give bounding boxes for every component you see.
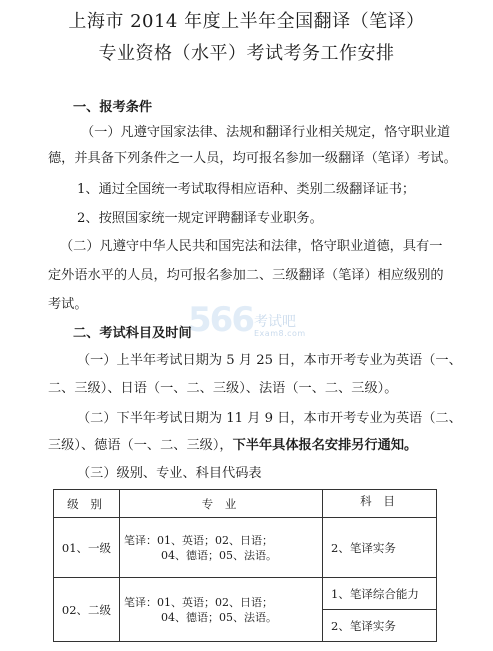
section-2-para-1-line-2: 二、三级）、日语（一、二、三级）、法语（一、二、三级）。	[48, 381, 398, 396]
section-1-para-2-line-1: （二）凡遵守中华人民共和国宪法和法律，恪守职业道德，具有一	[60, 239, 443, 254]
table-cell-subject: 2、笔译实务	[323, 610, 437, 642]
table-row	[54, 518, 437, 578]
section-2-heading: 二、考试科目及时间	[73, 326, 192, 341]
section-2-para-1-line-1: （一）上半年考试日期为 5 月 25 日，本市开考专业为英语（一、	[77, 353, 462, 368]
section-2-para-2-line-1: （二）下半年考试日期为 11 月 9 日，本市开考专业为英语（二、	[77, 411, 462, 426]
specialty-line: 04、德语；05、法语。	[161, 548, 277, 562]
section-2-para-2-line-2-text: 三级）、德语（一、二、三级），	[48, 438, 233, 453]
watermark-logo-number: 566	[188, 300, 253, 340]
section-1-para-1-line-1: （一）凡遵守国家法律、法规和翻译行业相关规定，恪守职业道	[81, 125, 451, 140]
section-1-para-2-line-2: 定外语水平的人员，均可报名参加二、三级翻译（笔译）相应级别的	[48, 268, 444, 283]
table-header-level: 级 别	[54, 490, 120, 518]
table-cell-subject: 2、笔译实务	[323, 518, 437, 578]
watermark-logo-label: 考试吧	[254, 314, 296, 330]
section-1-item-1: 1、通过全国统一考试取得相应语种、类别二级翻译证书；	[77, 182, 416, 197]
table-cell-level: 01、一级	[54, 518, 120, 578]
section-2-para-3: （三）级别、专业、科目代码表	[77, 466, 262, 481]
specialty-line: 笔译：01、英语；02、日语；	[124, 595, 273, 609]
specialty-line: 04、德语；05、法语。	[161, 610, 277, 624]
table-cell-level: 02、二级	[54, 578, 120, 642]
table-header-specialty: 专 业	[120, 490, 323, 518]
watermark-logo-sub: Exam8.com	[254, 329, 306, 338]
table-row	[54, 578, 437, 610]
level-specialty-subject-table	[53, 489, 437, 642]
document-title-line-1: 上海市 2014 年度上半年全国翻译（笔译）	[68, 11, 425, 32]
document-title-line-2: 专业资格（水平）考试考务工作安排	[98, 43, 395, 64]
table-cell-specialty	[120, 518, 323, 578]
table-header-row	[54, 490, 437, 518]
specialty-line: 笔译：01、英语；02、日语；	[124, 533, 273, 547]
section-1-item-2: 2、按照国家统一规定评聘翻译专业职务。	[77, 211, 323, 226]
section-2-notice-text: 下半年具体报名安排另行通知。	[232, 438, 418, 453]
section-1-para-2-line-3: 考试。	[48, 297, 88, 312]
watermark-logo-text	[254, 311, 306, 338]
table-cell-specialty	[120, 578, 323, 642]
section-1-heading: 一、报考条件	[73, 100, 153, 115]
section-2-para-2-line-2	[48, 437, 417, 455]
section-1-para-1-line-2: 德，并具备下列条件之一人员，均可报名参加一级翻译（笔译）考试。	[48, 151, 457, 166]
table-cell-subject: 1、笔译综合能力	[323, 578, 437, 610]
table-header-subject: 科 目	[323, 490, 437, 518]
